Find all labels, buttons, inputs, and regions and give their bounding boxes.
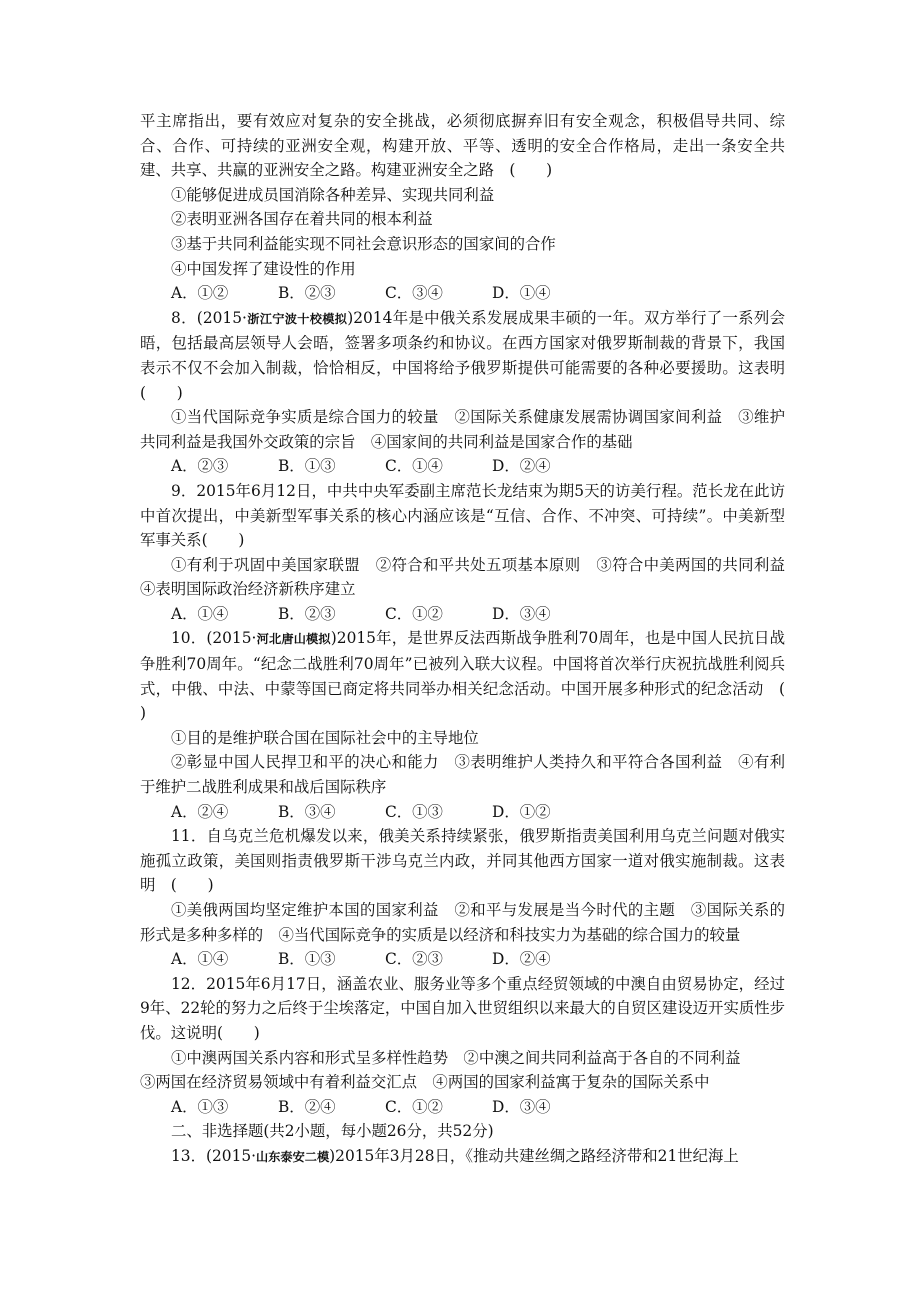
option-c: C．①④ bbox=[385, 457, 443, 476]
question-9-stem: 9．2015年6月12日，中共中央军委副主席范长龙结束为期5天的访美行程。范长龙在此访中首次提出，中美新型军事关系的核心内涵应该是“互信、合作、不冲突、可持续”。中美新型军事关系( ) bbox=[140, 481, 785, 550]
question-7-options bbox=[140, 281, 785, 306]
option-d: D．②④ bbox=[492, 950, 551, 969]
option-b: B．③④ bbox=[278, 802, 336, 821]
option-c: C．①② bbox=[385, 604, 443, 623]
question-10-number: 10．(2015· bbox=[171, 629, 257, 648]
question-12-statements-1: ①中澳两国关系内容和形式呈多样性趋势 ②中澳之间共同利益高于各自的不同利益 bbox=[171, 1048, 741, 1067]
question-11-statements: ①美俄两国均坚定维护本国的国家利益 ②和平与发展是当今时代的主题 ③国际关系的形式是多种多样的 ④当代国际竞争的实质是以经济和科技实力为基础的综合国力的较量 bbox=[140, 901, 785, 944]
option-a: A．①② bbox=[171, 284, 229, 303]
question-7-statement-2: ②表明亚洲各国存在着共同的根本利益 bbox=[171, 210, 433, 229]
option-d: D．②④ bbox=[492, 457, 551, 476]
option-c: C．③④ bbox=[385, 284, 443, 303]
question-8-source: 浙江宁波十校模拟 bbox=[246, 311, 348, 326]
option-d: D．①④ bbox=[492, 284, 551, 303]
option-a: A．②③ bbox=[171, 457, 229, 476]
question-8-stem bbox=[140, 306, 801, 405]
question-8-text: )2014年是中俄关系发展成果丰硕的一年。双方举行了一系列会晤，包括最高层领导人会晤，签署多项条约和协议。在西方国家对俄罗斯制裁的背景下，我国表示不仅不会加入制裁，恰恰相反，中国将给予俄罗斯提供可能需要的各种必要援助。这表明 ( ) bbox=[140, 308, 801, 402]
question-10-options bbox=[140, 800, 785, 825]
document-page bbox=[140, 109, 816, 1170]
question-7-statement-3: ③基于共同利益能实现不同社会意识形态的国家间的合作 bbox=[171, 234, 556, 253]
question-7-stem: 平主席指出，要有效应对复杂的安全挑战，必须彻底摒弃旧有安全观念，积极倡导共同、综合、合作、可持续的亚洲安全观，构建开放、平等、透明的安全合作格局，走出一条安全共建、共享、共赢的亚洲安全之路。构建亚洲安全之路 ( ) bbox=[140, 112, 785, 180]
option-d: D．③④ bbox=[492, 1097, 551, 1116]
question-10-statement-1: ①目的是维护联合国在国际社会中的主导地位 bbox=[171, 728, 479, 747]
option-a: A．①④ bbox=[171, 604, 229, 623]
question-13-source: 山东泰安二模 bbox=[256, 1149, 330, 1164]
option-b: B．①③ bbox=[278, 457, 336, 476]
option-b: B．①③ bbox=[278, 950, 336, 969]
question-11-stem: 11．自乌克兰危机爆发以来，俄美关系持续紧张，俄罗斯指责美国利用乌克兰问题对俄实施孤立政策，美国则指责俄罗斯干涉乌克兰内政，并同其他西方国家一道对俄实施制裁。这表明 ( ) bbox=[140, 827, 785, 895]
question-12-statements-2: ③两国在经济贸易领域中有着利益交汇点 ④两国的国家利益寓于复杂的国际关系中 bbox=[140, 1073, 710, 1092]
option-d: D．①② bbox=[492, 802, 551, 821]
question-10-text: )2015年，是世界反法西斯战争胜利70周年，也是中国人民抗日战争胜利70周年。“纪念二战胜利70周年”已被列入联大议程。中国将首次举行庆祝抗战胜利阅兵式，中俄、中法、中蒙等国已商定将共同举办相关纪念活动。中国开展多种形式的纪念活动 ( ) bbox=[140, 629, 816, 723]
option-b: B．②③ bbox=[278, 604, 336, 623]
option-a: A．②④ bbox=[171, 802, 229, 821]
question-13-text: )2015年3月28日，《推动共建丝绸之路经济带和21世纪海上 bbox=[329, 1146, 739, 1165]
question-12-options bbox=[140, 1095, 785, 1120]
question-10-source: 河北唐山模拟 bbox=[256, 632, 331, 647]
question-8-options bbox=[140, 454, 785, 479]
question-7-statement-4: ④中国发挥了建设性的作用 bbox=[171, 259, 356, 278]
option-c: C．②③ bbox=[385, 950, 443, 969]
option-b: B．②④ bbox=[278, 1097, 336, 1116]
question-13-number: 13．(2015· bbox=[171, 1146, 257, 1165]
question-10-stem bbox=[140, 626, 816, 725]
question-10-statements: ②彰显中国人民捍卫和平的决心和能力 ③表明维护人类持久和平符合各国利益 ④有利于维护二战胜利成果和战后国际秩序 bbox=[140, 753, 785, 797]
option-d: D．③④ bbox=[492, 604, 551, 623]
option-c: C．①③ bbox=[385, 802, 443, 821]
option-c: C．①② bbox=[385, 1097, 443, 1116]
question-8-statements: ①当代国际竞争实质是综合国力的较量 ②国际关系健康发展需协调国家间利益 ③维护共同利益是我国外交政策的宗旨 ④国家间的共同利益是国家合作的基础 bbox=[140, 408, 785, 451]
question-7-statement-1: ①能够促进成员国消除各种差异、实现共同利益 bbox=[171, 185, 495, 204]
option-b: B．②③ bbox=[278, 284, 336, 303]
option-a: A．①③ bbox=[171, 1097, 229, 1116]
question-9-options bbox=[140, 602, 785, 627]
question-12-stem: 12．2015年6月17日，涵盖农业、服务业等多个重点经贸领域的中澳自由贸易协定，经过9年、22轮的努力之后终于尘埃落定，中国自加入世贸组织以来最大的自贸区建设迈开实质性步伐。这说明( ) bbox=[140, 974, 786, 1042]
section-heading: 二、非选择题(共2小题，每小题26分，共52分) bbox=[171, 1122, 494, 1141]
question-8-number: 8．(2015· bbox=[171, 308, 247, 327]
question-9-statements: ①有利于巩固中美国家联盟 ②符合和平共处五项基本原则 ③符合中美两国的共同利益 ④表明国际政治经济新秩序建立 bbox=[140, 555, 801, 599]
question-11-options bbox=[140, 947, 785, 972]
question-13-stem bbox=[140, 1144, 785, 1170]
option-a: A．①④ bbox=[171, 950, 229, 969]
